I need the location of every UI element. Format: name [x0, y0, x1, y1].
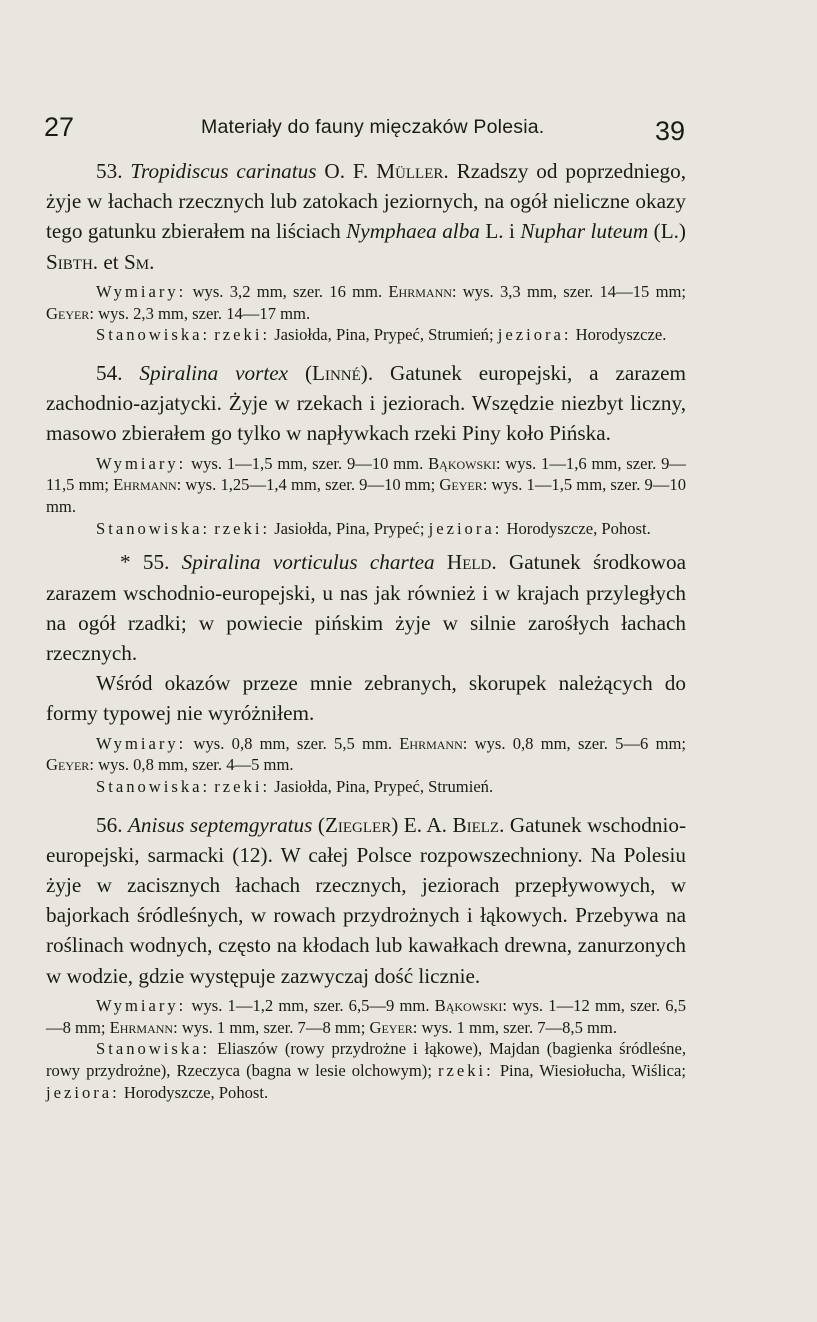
dimensions-label: Wymiary: [96, 453, 187, 473]
species-name: Spiralina vorticulus chartea [181, 550, 435, 575]
entry-text: (L.) [648, 219, 686, 244]
localities-text: Jasiołda, Pina, Prypeć; [270, 518, 429, 538]
localities-text: Horodyszcze, Pohost. [502, 518, 651, 538]
entry-number: 54. [96, 360, 123, 385]
running-title: Materiały do fauny mięczaków Polesia. [201, 116, 545, 138]
localities-text: Horodyszcze, Pohost. [119, 1082, 269, 1102]
dimensions-text: : wys. 0,8 mm, szer. 4—5 mm. [89, 755, 294, 775]
entry-separator [46, 346, 686, 358]
entry-53-localities [46, 324, 686, 346]
source-author: Ehrmann [109, 1017, 174, 1037]
entry-number: * 55. [120, 550, 170, 575]
dimensions-text: : wys. 1—1,5 mm, szer. 9—10 mm. [46, 475, 686, 516]
source-author: Bąkowski [434, 995, 503, 1015]
dimensions-text: : wys. 1 mm, szer. 7—8,5 mm. [412, 1017, 617, 1037]
entry-56-localities [46, 1038, 686, 1103]
localities-text: Pina, Wiesiołucha, Wiślica; [493, 1061, 687, 1080]
entry-text: ( [312, 812, 325, 837]
dimensions-text: : wys. 1,25—1,4 mm, szer. 9—10 mm; [176, 475, 440, 495]
locality-type: rzeki: [214, 325, 271, 345]
dimensions-text: : wys. 1—1,6 mm, szer. 9—11,5 mm; [46, 453, 686, 495]
locality-type: jeziora: [497, 325, 572, 345]
entry-separator [46, 798, 686, 810]
dimensions-label: Wymiary: [96, 733, 187, 753]
dimensions-text: : wys. 1—12 mm, szer. 6,5—8 mm; [46, 995, 686, 1037]
locality-type: jeziora: [428, 518, 503, 538]
localities-text: Jasiołda, Pina, Prypeć, Strumień. [270, 776, 494, 796]
species-author: Ziegler [324, 812, 392, 837]
entry-text: ( [288, 360, 313, 385]
source-author: Ehrmann [113, 475, 177, 495]
species-name: Anisus septemgyratus [127, 812, 313, 837]
entry-text: et [98, 249, 124, 274]
entry-54-localities [46, 518, 686, 540]
dimensions-text: wys. 1—1,2 mm, szer. 6,5—9 mm. [186, 995, 435, 1015]
dimensions-text: wys. 0,8 mm, szer. 5,5 mm. [186, 733, 400, 753]
locality-type: jeziora: [46, 1082, 120, 1102]
entry-53-description [46, 156, 686, 277]
entry-55-description [46, 547, 686, 668]
dimensions-text: : wys. 3,3 mm, szer. 14—15 mm; [451, 281, 687, 301]
species-author: Held [446, 550, 492, 575]
species-author: Müller [376, 159, 444, 183]
localities-label: Stanowiska: [96, 776, 211, 796]
localities-text: Eliaszów (rowy przydrożne i łąkowe), Majdan (bagienka śródleśne, rowy przydrożne), Rzeczyca (bagna w lesie olchowym); [46, 1039, 686, 1080]
page-number: 39 [654, 116, 685, 146]
page-body [46, 156, 686, 1103]
entry-text: . Gatunek środkowoa zarazem wschodnio-europejski, u nas jak również i w krajach przyległych na ogół rzadki; w powiecie pińskim żyje w silnie zarośłych łachach rzecznych. [46, 550, 686, 665]
entry-text: ). Gatunek europejski, a zarazem zachodnio-azjatycki. Żyje w rzekach i jeziorach. Wszędzie niezbyt liczny, masowo zbierałem go tylko w napływkach rzeki Piny koło Pińska. [46, 360, 686, 446]
entry-text: . Rzadszy od poprzedniego, żyje w łachach rzecznych lub zatokach jeziornych, na ogół nieliczne okazy tego gatunku zbierałem na liściach [46, 159, 687, 244]
locality-type: rzeki: [214, 518, 271, 538]
source-author: Geyer [46, 303, 90, 323]
header-left-number: 27 [44, 112, 75, 142]
dimensions-text: : wys. 1 mm, szer. 7—8 mm; [173, 1017, 370, 1037]
source-author: Bąkowski [428, 453, 496, 473]
entry-53-dimensions [46, 281, 686, 324]
source-author: Geyer [369, 1017, 413, 1037]
entry-56-description [46, 810, 686, 991]
entry-text: L. i [479, 219, 521, 244]
localities-label: Stanowiska: [96, 1039, 211, 1059]
dimensions-label: Wymiary: [96, 281, 187, 301]
dimensions-text: : wys. 0,8 mm, szer. 5—6 mm; [462, 733, 686, 753]
plant-author: Sibth. [46, 249, 99, 274]
locality-type: rzeki: [214, 776, 271, 796]
entry-55-note: Wśród okazów przeze mnie zebranych, skorupek należących do formy typowej nie wyróżniłem. [46, 671, 686, 726]
entry-54-description [46, 358, 686, 449]
entry-55-localities [46, 776, 686, 798]
running-header [44, 108, 685, 148]
plant-name: Nuphar luteum [520, 219, 649, 244]
localities-label: Stanowiska: [96, 325, 211, 345]
dimensions-text: : wys. 2,3 mm, szer. 14—17 mm. [89, 303, 311, 323]
entry-number: 56. [96, 812, 123, 837]
source-author: Ehrmann [399, 733, 463, 753]
entry-text: . Gatunek wschodnio-europejski, sarmacki (12). W całej Polsce rozpowszechniony. Na Polesiu żyje w zacisznych łachach rzecznych, jeziorach przepływowych, w bajorkach śródleśnych, w rowach przydrożnych i łąkowych. Przebywa na roślinach wodnych, często na kłodach lub kawałkach drewna, zanurzonych w wodzie, gdzie występuje zazwyczaj dość licznie. [46, 812, 686, 988]
source-author: Geyer [46, 755, 90, 775]
entry-text: ) E. A. [391, 812, 453, 837]
entry-54-dimensions [46, 453, 686, 518]
localities-text: Jasiołda, Pina, Prypeć, Strumień; [270, 325, 498, 345]
localities-label: Stanowiska: [96, 518, 211, 538]
entry-55-dimensions [46, 733, 686, 776]
author-initials: O. F. [316, 159, 377, 183]
source-author: Ehrmann [388, 281, 452, 301]
species-author: Bielz [452, 812, 500, 837]
plant-author: Sm. [123, 249, 155, 274]
entry-separator [46, 539, 686, 547]
dimensions-text: wys. 1—1,5 mm, szer. 9—10 mm. [186, 453, 429, 473]
dimensions-label: Wymiary: [96, 995, 187, 1015]
locality-type: rzeki: [438, 1061, 494, 1080]
source-author: Geyer [439, 475, 483, 495]
dimensions-text: wys. 3,2 mm, szer. 16 mm. [186, 281, 389, 301]
species-name: Spiralina vortex [139, 360, 289, 385]
entry-number: 53. [96, 159, 123, 183]
entry-56-dimensions [46, 995, 686, 1038]
plant-name: Nymphaea alba [346, 219, 480, 244]
species-author: Linné [312, 360, 361, 385]
localities-text: Horodyszcze. [571, 325, 667, 345]
species-name: Tropidiscus carinatus [130, 159, 317, 183]
